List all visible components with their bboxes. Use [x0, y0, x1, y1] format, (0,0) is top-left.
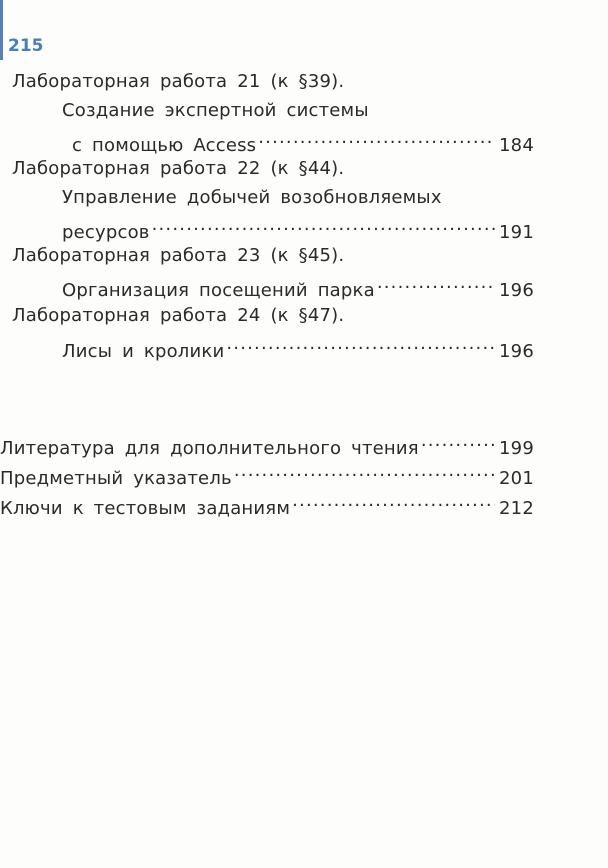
dot-leader [226, 335, 495, 357]
lab-23-entry[interactable] [62, 274, 534, 302]
dot-leader [152, 216, 495, 238]
lab-21-subtitle: Создание экспертной системы [62, 100, 369, 121]
page-number: 215 [8, 36, 44, 56]
lab-23-page: 196 [499, 280, 534, 301]
lab-21-title: Лабораторная работа 21 (к §39). [12, 71, 345, 92]
dot-leader [377, 274, 495, 296]
back-matter-literature[interactable] [0, 432, 534, 460]
back-matter-index[interactable] [0, 462, 534, 490]
lab-21-entry[interactable] [72, 129, 534, 157]
lab-23-title: Лабораторная работа 23 (к §45). [12, 245, 345, 266]
lab-22-entry[interactable] [62, 216, 534, 244]
answer-keys-label: Ключи к тестовым заданиям [0, 498, 291, 519]
answer-keys-page: 212 [499, 498, 534, 519]
lab-22-subtitle: Управление добычей возобновляемых [62, 187, 442, 208]
literature-label: Литература для дополнительного чтения [0, 438, 419, 459]
lab-22-subtitle-end: ресурсов [62, 222, 150, 243]
page-edge-marker [0, 0, 3, 60]
lab-22-title: Лабораторная работа 22 (к §44). [12, 158, 345, 179]
lab-23-subtitle: Организация посещений парка [62, 280, 375, 301]
dot-leader [292, 492, 495, 514]
back-matter-answer-keys[interactable] [0, 492, 534, 520]
lab-24-subtitle: Лисы и кролики [62, 341, 225, 362]
lab-24-page: 196 [499, 341, 534, 362]
lab-24-title: Лабораторная работа 24 (к §47). [12, 305, 345, 326]
dot-leader [421, 432, 495, 454]
literature-page: 199 [499, 438, 534, 459]
dot-leader [234, 462, 495, 484]
lab-22-page: 191 [499, 222, 534, 243]
lab-21-page: 184 [499, 135, 534, 156]
dot-leader [258, 129, 495, 151]
index-label: Предметный указатель [0, 468, 232, 489]
index-page: 201 [499, 468, 534, 489]
lab-24-entry[interactable] [62, 335, 534, 363]
lab-21-subtitle-end: с помощью Access [72, 135, 257, 156]
